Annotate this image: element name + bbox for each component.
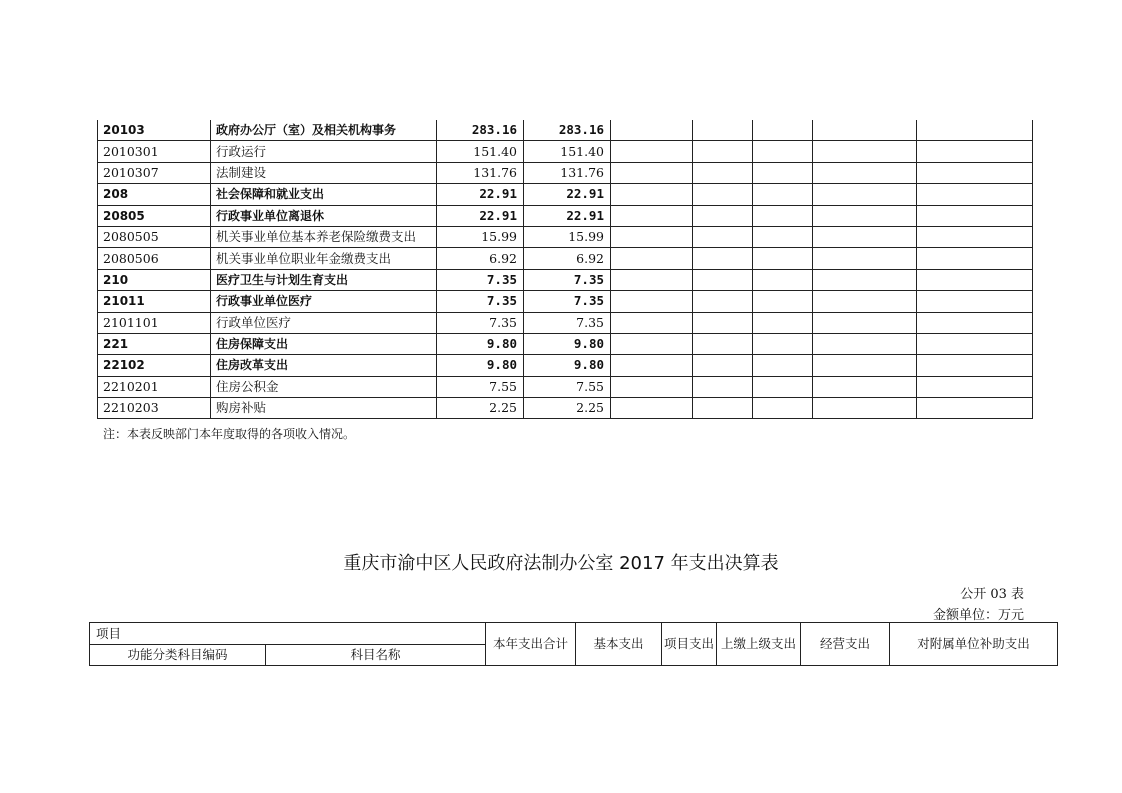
empty-cell [917,205,1033,226]
empty-cell [813,291,917,312]
row-code: 2210203 [98,398,211,419]
expenditure-table-header [89,622,1058,666]
empty-cell [611,269,693,290]
table-note: 注：本表反映部门本年度取得的各项收入情况。 [103,427,356,441]
row-value-total: 7.35 [437,312,524,333]
row-name: 行政单位医疗 [211,312,437,333]
row-name: 社会保障和就业支出 [211,184,437,205]
row-value-basic: 283.16 [524,120,611,141]
empty-cell [753,398,813,419]
empty-cell [611,355,693,376]
table-row [98,376,1033,397]
empty-cell [693,291,753,312]
row-value-total: 7.35 [437,291,524,312]
table-row [98,226,1033,247]
empty-cell [813,141,917,162]
row-name: 住房公积金 [211,376,437,397]
row-value-total: 22.91 [437,205,524,226]
empty-cell [753,205,813,226]
table-row [98,248,1033,269]
row-name: 政府办公厅（室）及相关机构事务 [211,120,437,141]
empty-cell [753,291,813,312]
row-code: 21011 [98,291,211,312]
table-code: 公开 03 表 [960,587,1024,602]
empty-cell [611,291,693,312]
header-project: 项目支出 [662,623,717,666]
row-name: 住房改革支出 [211,355,437,376]
table-row [98,291,1033,312]
row-value-basic: 22.91 [524,205,611,226]
row-value-basic: 22.91 [524,184,611,205]
empty-cell [813,120,917,141]
row-value-total: 7.35 [437,269,524,290]
empty-cell [813,248,917,269]
row-code: 2010307 [98,162,211,183]
row-name: 行政事业单位离退休 [211,205,437,226]
row-value-basic: 7.35 [524,312,611,333]
table-row [98,120,1033,141]
row-code: 210 [98,269,211,290]
empty-cell [813,269,917,290]
row-code: 20805 [98,205,211,226]
empty-cell [693,205,753,226]
row-value-total: 9.80 [437,333,524,354]
empty-cell [611,248,693,269]
empty-cell [693,376,753,397]
empty-cell [753,141,813,162]
table-row [98,333,1033,354]
row-name: 法制建设 [211,162,437,183]
row-value-total: 2.25 [437,398,524,419]
row-value-basic: 131.76 [524,162,611,183]
empty-cell [693,269,753,290]
row-name: 行政运行 [211,141,437,162]
row-value-basic: 6.92 [524,248,611,269]
header-category-code: 功能分类科目编码 [90,645,266,666]
empty-cell [753,312,813,333]
row-code: 2080506 [98,248,211,269]
header-subject-name: 科目名称 [266,645,486,666]
table-row [98,141,1033,162]
table-row [98,312,1033,333]
row-value-basic: 7.35 [524,291,611,312]
empty-cell [917,291,1033,312]
empty-cell [753,333,813,354]
row-value-total: 15.99 [437,226,524,247]
table-row [98,398,1033,419]
row-value-total: 131.76 [437,162,524,183]
empty-cell [917,184,1033,205]
row-value-basic: 15.99 [524,226,611,247]
table-row [98,269,1033,290]
empty-cell [917,248,1033,269]
row-code: 2101101 [98,312,211,333]
empty-cell [611,141,693,162]
empty-cell [753,376,813,397]
header-subsidy: 对附属单位补助支出 [890,623,1058,666]
row-name: 医疗卫生与计划生育支出 [211,269,437,290]
empty-cell [753,248,813,269]
empty-cell [813,184,917,205]
empty-cell [611,184,693,205]
row-value-basic: 9.80 [524,333,611,354]
income-table [97,120,1033,419]
row-value-total: 151.40 [437,141,524,162]
row-code: 208 [98,184,211,205]
row-code: 2010301 [98,141,211,162]
empty-cell [917,398,1033,419]
empty-cell [813,376,917,397]
empty-cell [611,376,693,397]
empty-cell [693,226,753,247]
row-value-basic: 151.40 [524,141,611,162]
empty-cell [917,141,1033,162]
row-code: 2210201 [98,376,211,397]
empty-cell [917,162,1033,183]
empty-cell [753,184,813,205]
empty-cell [753,355,813,376]
empty-cell [693,162,753,183]
header-total: 本年支出合计 [486,623,576,666]
empty-cell [917,120,1033,141]
row-value-total: 7.55 [437,376,524,397]
empty-cell [813,355,917,376]
empty-cell [813,312,917,333]
row-value-basic: 2.25 [524,398,611,419]
empty-cell [693,312,753,333]
empty-cell [917,269,1033,290]
empty-cell [693,355,753,376]
empty-cell [813,226,917,247]
header-business: 经营支出 [801,623,890,666]
row-value-basic: 9.80 [524,355,611,376]
row-code: 221 [98,333,211,354]
empty-cell [917,333,1033,354]
empty-cell [917,226,1033,247]
empty-cell [611,226,693,247]
empty-cell [611,312,693,333]
row-name: 住房保障支出 [211,333,437,354]
empty-cell [917,312,1033,333]
row-value-basic: 7.35 [524,269,611,290]
row-value-total: 283.16 [437,120,524,141]
row-code: 2080505 [98,226,211,247]
amount-unit: 金额单位：万元 [932,608,1024,623]
empty-cell [753,162,813,183]
table-row [98,184,1033,205]
page-title: 重庆市渝中区人民政府法制办公室 2017 年支出决算表 [343,553,779,574]
row-name: 行政事业单位医疗 [211,291,437,312]
empty-cell [917,355,1033,376]
empty-cell [693,120,753,141]
header-item: 项目 [90,623,486,645]
table-row [98,205,1033,226]
empty-cell [813,205,917,226]
empty-cell [611,205,693,226]
empty-cell [917,376,1033,397]
table-row [98,162,1033,183]
row-code: 20103 [98,120,211,141]
row-value-total: 6.92 [437,248,524,269]
row-value-basic: 7.55 [524,376,611,397]
empty-cell [813,398,917,419]
empty-cell [693,141,753,162]
empty-cell [753,120,813,141]
empty-cell [693,248,753,269]
empty-cell [693,333,753,354]
empty-cell [753,226,813,247]
row-name: 购房补贴 [211,398,437,419]
empty-cell [813,333,917,354]
empty-cell [611,120,693,141]
row-name: 机关事业单位基本养老保险缴费支出 [211,226,437,247]
row-code: 22102 [98,355,211,376]
empty-cell [611,333,693,354]
empty-cell [611,162,693,183]
table-row [98,355,1033,376]
row-name: 机关事业单位职业年金缴费支出 [211,248,437,269]
empty-cell [753,269,813,290]
empty-cell [693,398,753,419]
row-value-total: 9.80 [437,355,524,376]
empty-cell [611,398,693,419]
header-basic: 基本支出 [576,623,662,666]
empty-cell [693,184,753,205]
header-upper: 上缴上级支出 [717,623,801,666]
row-value-total: 22.91 [437,184,524,205]
empty-cell [813,162,917,183]
